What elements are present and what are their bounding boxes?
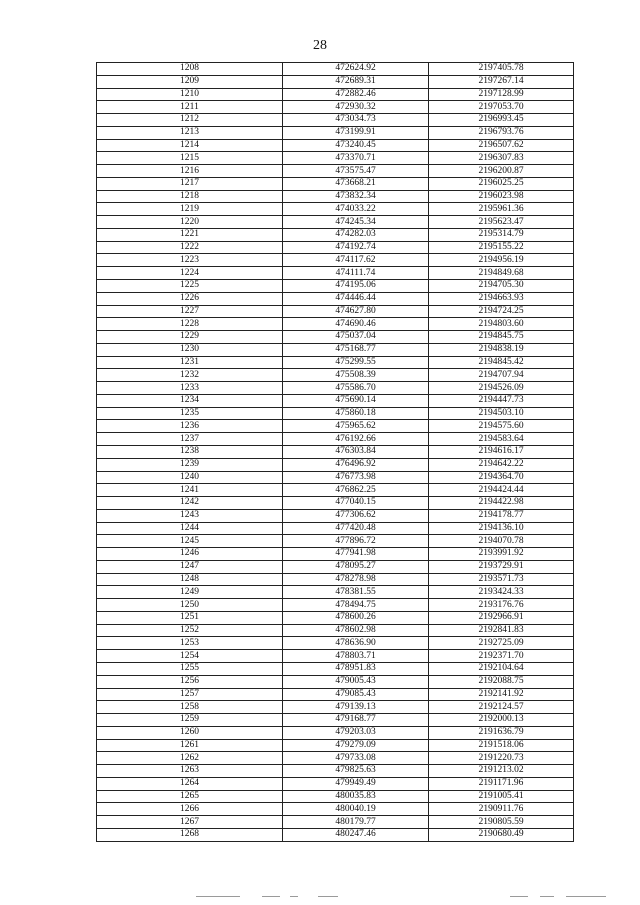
y-coordinate-cell: 2196025.25	[429, 177, 574, 190]
point-number-cell: 1261	[97, 739, 283, 752]
table-row	[97, 343, 574, 356]
point-number-cell: 1213	[97, 126, 283, 139]
x-coordinate-cell: 478951.83	[283, 662, 429, 675]
y-coordinate-cell: 2194070.78	[429, 535, 574, 548]
x-coordinate-cell: 472882.46	[283, 88, 429, 101]
y-coordinate-cell: 2194583.64	[429, 433, 574, 446]
y-coordinate-cell: 2194803.60	[429, 318, 574, 331]
point-number-cell: 1234	[97, 394, 283, 407]
table-row	[97, 228, 574, 241]
table-row	[97, 803, 574, 816]
y-coordinate-cell: 2191171.96	[429, 777, 574, 790]
table-row	[97, 101, 574, 114]
table-row	[97, 752, 574, 765]
point-number-cell: 1218	[97, 190, 283, 203]
point-number-cell: 1227	[97, 305, 283, 318]
table-row	[97, 88, 574, 101]
table-row	[97, 369, 574, 382]
point-number-cell: 1267	[97, 816, 283, 829]
table-row	[97, 662, 574, 675]
y-coordinate-cell: 2194705.30	[429, 280, 574, 293]
x-coordinate-cell: 473575.47	[283, 165, 429, 178]
table-row	[97, 688, 574, 701]
y-coordinate-cell: 2196023.98	[429, 190, 574, 203]
point-number-cell: 1244	[97, 522, 283, 535]
point-number-cell: 1238	[97, 445, 283, 458]
x-coordinate-cell: 477306.62	[283, 509, 429, 522]
y-coordinate-cell: 2191220.73	[429, 752, 574, 765]
x-coordinate-cell: 475860.18	[283, 407, 429, 420]
point-number-cell: 1232	[97, 369, 283, 382]
point-number-cell: 1214	[97, 139, 283, 152]
x-coordinate-cell: 479005.43	[283, 675, 429, 688]
y-coordinate-cell: 2194575.60	[429, 420, 574, 433]
x-coordinate-cell: 480035.83	[283, 790, 429, 803]
table-row	[97, 407, 574, 420]
x-coordinate-cell: 472624.92	[283, 63, 429, 76]
table-row	[97, 739, 574, 752]
x-coordinate-cell: 478803.71	[283, 650, 429, 663]
point-number-cell: 1263	[97, 765, 283, 778]
table-row	[97, 241, 574, 254]
table-row	[97, 114, 574, 127]
table-row	[97, 816, 574, 829]
y-coordinate-cell: 2197267.14	[429, 75, 574, 88]
y-coordinate-cell: 2194724.25	[429, 305, 574, 318]
point-number-cell: 1262	[97, 752, 283, 765]
x-coordinate-cell: 472689.31	[283, 75, 429, 88]
coordinates-table-body	[97, 63, 574, 842]
x-coordinate-cell: 475965.62	[283, 420, 429, 433]
point-number-cell: 1257	[97, 688, 283, 701]
y-coordinate-cell: 2193176.76	[429, 599, 574, 612]
point-number-cell: 1235	[97, 407, 283, 420]
point-number-cell: 1216	[97, 165, 283, 178]
y-coordinate-cell: 2194178.77	[429, 509, 574, 522]
x-coordinate-cell: 472930.32	[283, 101, 429, 114]
x-coordinate-cell: 474192.74	[283, 241, 429, 254]
x-coordinate-cell: 479139.13	[283, 701, 429, 714]
point-number-cell: 1236	[97, 420, 283, 433]
x-coordinate-cell: 476496.92	[283, 458, 429, 471]
x-coordinate-cell: 478602.98	[283, 624, 429, 637]
point-number-cell: 1223	[97, 254, 283, 267]
x-coordinate-cell: 480247.46	[283, 828, 429, 841]
table-row	[97, 599, 574, 612]
x-coordinate-cell: 473240.45	[283, 139, 429, 152]
x-coordinate-cell: 475586.70	[283, 382, 429, 395]
point-number-cell: 1237	[97, 433, 283, 446]
table-row	[97, 331, 574, 344]
y-coordinate-cell: 2193991.92	[429, 548, 574, 561]
x-coordinate-cell: 476773.98	[283, 471, 429, 484]
y-coordinate-cell: 2191213.02	[429, 765, 574, 778]
point-number-cell: 1258	[97, 701, 283, 714]
x-coordinate-cell: 479279.09	[283, 739, 429, 752]
x-coordinate-cell: 479085.43	[283, 688, 429, 701]
y-coordinate-cell: 2192966.91	[429, 611, 574, 624]
y-coordinate-cell: 2191636.79	[429, 726, 574, 739]
x-coordinate-cell: 473199.91	[283, 126, 429, 139]
table-row	[97, 497, 574, 510]
x-coordinate-cell: 477040.15	[283, 497, 429, 510]
table-row	[97, 216, 574, 229]
table-row	[97, 548, 574, 561]
point-number-cell: 1228	[97, 318, 283, 331]
y-coordinate-cell: 2194364.70	[429, 471, 574, 484]
x-coordinate-cell: 479168.77	[283, 714, 429, 727]
x-coordinate-cell: 477420.48	[283, 522, 429, 535]
point-number-cell: 1208	[97, 63, 283, 76]
x-coordinate-cell: 473034.73	[283, 114, 429, 127]
y-coordinate-cell: 2191518.06	[429, 739, 574, 752]
point-number-cell: 1249	[97, 586, 283, 599]
y-coordinate-cell: 2193571.73	[429, 573, 574, 586]
table-row	[97, 726, 574, 739]
point-number-cell: 1233	[97, 382, 283, 395]
y-coordinate-cell: 2194424.44	[429, 484, 574, 497]
table-row	[97, 675, 574, 688]
table-row	[97, 318, 574, 331]
x-coordinate-cell: 478636.90	[283, 637, 429, 650]
point-number-cell: 1220	[97, 216, 283, 229]
table-row	[97, 522, 574, 535]
x-coordinate-cell: 474245.34	[283, 216, 429, 229]
y-coordinate-cell: 2197128.99	[429, 88, 574, 101]
y-coordinate-cell: 2194663.93	[429, 292, 574, 305]
table-row	[97, 509, 574, 522]
y-coordinate-cell: 2192725.09	[429, 637, 574, 650]
table-row	[97, 535, 574, 548]
x-coordinate-cell: 473832.34	[283, 190, 429, 203]
table-row	[97, 356, 574, 369]
x-coordinate-cell: 474033.22	[283, 203, 429, 216]
point-number-cell: 1231	[97, 356, 283, 369]
table-row	[97, 714, 574, 727]
y-coordinate-cell: 2195314.79	[429, 228, 574, 241]
table-row	[97, 790, 574, 803]
y-coordinate-cell: 2194447.73	[429, 394, 574, 407]
point-number-cell: 1215	[97, 152, 283, 165]
x-coordinate-cell: 474446.44	[283, 292, 429, 305]
x-coordinate-cell: 478494.75	[283, 599, 429, 612]
table-row	[97, 280, 574, 293]
x-coordinate-cell: 475508.39	[283, 369, 429, 382]
point-number-cell: 1254	[97, 650, 283, 663]
y-coordinate-cell: 2194503.10	[429, 407, 574, 420]
y-coordinate-cell: 2194422.98	[429, 497, 574, 510]
point-number-cell: 1241	[97, 484, 283, 497]
table-row	[97, 305, 574, 318]
table-row	[97, 560, 574, 573]
x-coordinate-cell: 478278.98	[283, 573, 429, 586]
x-coordinate-cell: 474282.03	[283, 228, 429, 241]
y-coordinate-cell: 2190911.76	[429, 803, 574, 816]
table-row	[97, 177, 574, 190]
table-row	[97, 267, 574, 280]
point-number-cell: 1250	[97, 599, 283, 612]
point-number-cell: 1256	[97, 675, 283, 688]
table-row	[97, 484, 574, 497]
point-number-cell: 1229	[97, 331, 283, 344]
point-number-cell: 1260	[97, 726, 283, 739]
point-number-cell: 1247	[97, 560, 283, 573]
y-coordinate-cell: 2192088.75	[429, 675, 574, 688]
table-row	[97, 624, 574, 637]
y-coordinate-cell: 2194956.19	[429, 254, 574, 267]
table-row	[97, 394, 574, 407]
point-number-cell: 1266	[97, 803, 283, 816]
table-row	[97, 433, 574, 446]
table-row	[97, 292, 574, 305]
point-number-cell: 1222	[97, 241, 283, 254]
x-coordinate-cell: 473370.71	[283, 152, 429, 165]
point-number-cell: 1265	[97, 790, 283, 803]
x-coordinate-cell: 474627.80	[283, 305, 429, 318]
x-coordinate-cell: 477941.98	[283, 548, 429, 561]
y-coordinate-cell: 2192104.64	[429, 662, 574, 675]
table-row	[97, 573, 574, 586]
point-number-cell: 1219	[97, 203, 283, 216]
y-coordinate-cell: 2192000.13	[429, 714, 574, 727]
x-coordinate-cell: 476192.66	[283, 433, 429, 446]
y-coordinate-cell: 2194526.09	[429, 382, 574, 395]
x-coordinate-cell: 480040.19	[283, 803, 429, 816]
y-coordinate-cell: 2193729.91	[429, 560, 574, 573]
point-number-cell: 1209	[97, 75, 283, 88]
table-row	[97, 471, 574, 484]
table-row	[97, 203, 574, 216]
y-coordinate-cell: 2192141.92	[429, 688, 574, 701]
x-coordinate-cell: 474117.62	[283, 254, 429, 267]
table-row	[97, 420, 574, 433]
y-coordinate-cell: 2190805.59	[429, 816, 574, 829]
x-coordinate-cell: 476303.84	[283, 445, 429, 458]
x-coordinate-cell: 474195.06	[283, 280, 429, 293]
y-coordinate-cell: 2196200.87	[429, 165, 574, 178]
x-coordinate-cell: 474111.74	[283, 267, 429, 280]
y-coordinate-cell: 2195155.22	[429, 241, 574, 254]
y-coordinate-cell: 2196507.62	[429, 139, 574, 152]
point-number-cell: 1225	[97, 280, 283, 293]
point-number-cell: 1210	[97, 88, 283, 101]
point-number-cell: 1240	[97, 471, 283, 484]
point-number-cell: 1224	[97, 267, 283, 280]
table-row	[97, 777, 574, 790]
y-coordinate-cell: 2193424.33	[429, 586, 574, 599]
table-row	[97, 254, 574, 267]
point-number-cell: 1243	[97, 509, 283, 522]
y-coordinate-cell: 2194707.94	[429, 369, 574, 382]
y-coordinate-cell: 2194136.10	[429, 522, 574, 535]
y-coordinate-cell: 2192841.83	[429, 624, 574, 637]
point-number-cell: 1264	[97, 777, 283, 790]
point-number-cell: 1255	[97, 662, 283, 675]
footer-scan-marks	[0, 896, 640, 900]
point-number-cell: 1242	[97, 497, 283, 510]
table-row	[97, 701, 574, 714]
y-coordinate-cell: 2195623.47	[429, 216, 574, 229]
table-row	[97, 139, 574, 152]
table-row	[97, 165, 574, 178]
point-number-cell: 1239	[97, 458, 283, 471]
x-coordinate-cell: 476862.25	[283, 484, 429, 497]
y-coordinate-cell: 2194849.68	[429, 267, 574, 280]
y-coordinate-cell: 2194845.75	[429, 331, 574, 344]
point-number-cell: 1252	[97, 624, 283, 637]
table-row	[97, 458, 574, 471]
y-coordinate-cell: 2191005.41	[429, 790, 574, 803]
y-coordinate-cell: 2194845.42	[429, 356, 574, 369]
point-number-cell: 1217	[97, 177, 283, 190]
point-number-cell: 1226	[97, 292, 283, 305]
y-coordinate-cell: 2190680.49	[429, 828, 574, 841]
x-coordinate-cell: 475690.14	[283, 394, 429, 407]
table-row	[97, 75, 574, 88]
y-coordinate-cell: 2196793.76	[429, 126, 574, 139]
x-coordinate-cell: 479203.03	[283, 726, 429, 739]
x-coordinate-cell: 480179.77	[283, 816, 429, 829]
table-row	[97, 586, 574, 599]
y-coordinate-cell: 2194642.22	[429, 458, 574, 471]
point-number-cell: 1251	[97, 611, 283, 624]
y-coordinate-cell: 2196993.45	[429, 114, 574, 127]
y-coordinate-cell: 2194616.17	[429, 445, 574, 458]
x-coordinate-cell: 478095.27	[283, 560, 429, 573]
y-coordinate-cell: 2192371.70	[429, 650, 574, 663]
page-number: 28	[313, 38, 327, 53]
x-coordinate-cell: 474690.46	[283, 318, 429, 331]
x-coordinate-cell: 478381.55	[283, 586, 429, 599]
table-row	[97, 152, 574, 165]
table-row	[97, 63, 574, 76]
x-coordinate-cell: 479733.08	[283, 752, 429, 765]
x-coordinate-cell: 473668.21	[283, 177, 429, 190]
point-number-cell: 1230	[97, 343, 283, 356]
x-coordinate-cell: 477896.72	[283, 535, 429, 548]
table-row	[97, 637, 574, 650]
x-coordinate-cell: 475299.55	[283, 356, 429, 369]
table-row	[97, 650, 574, 663]
point-number-cell: 1248	[97, 573, 283, 586]
x-coordinate-cell: 478600.26	[283, 611, 429, 624]
x-coordinate-cell: 479949.49	[283, 777, 429, 790]
coordinates-table	[96, 62, 574, 842]
point-number-cell: 1211	[97, 101, 283, 114]
table-row	[97, 765, 574, 778]
point-number-cell: 1246	[97, 548, 283, 561]
x-coordinate-cell: 475168.77	[283, 343, 429, 356]
x-coordinate-cell: 479825.63	[283, 765, 429, 778]
point-number-cell: 1253	[97, 637, 283, 650]
point-number-cell: 1212	[97, 114, 283, 127]
table-row	[97, 445, 574, 458]
y-coordinate-cell: 2197405.78	[429, 63, 574, 76]
point-number-cell: 1221	[97, 228, 283, 241]
y-coordinate-cell: 2192124.57	[429, 701, 574, 714]
table-row	[97, 382, 574, 395]
point-number-cell: 1259	[97, 714, 283, 727]
table-row	[97, 611, 574, 624]
y-coordinate-cell: 2195961.36	[429, 203, 574, 216]
point-number-cell: 1268	[97, 828, 283, 841]
y-coordinate-cell: 2194838.19	[429, 343, 574, 356]
point-number-cell: 1245	[97, 535, 283, 548]
y-coordinate-cell: 2196307.83	[429, 152, 574, 165]
x-coordinate-cell: 475037.04	[283, 331, 429, 344]
table-row	[97, 190, 574, 203]
table-row	[97, 126, 574, 139]
y-coordinate-cell: 2197053.70	[429, 101, 574, 114]
table-row	[97, 828, 574, 841]
